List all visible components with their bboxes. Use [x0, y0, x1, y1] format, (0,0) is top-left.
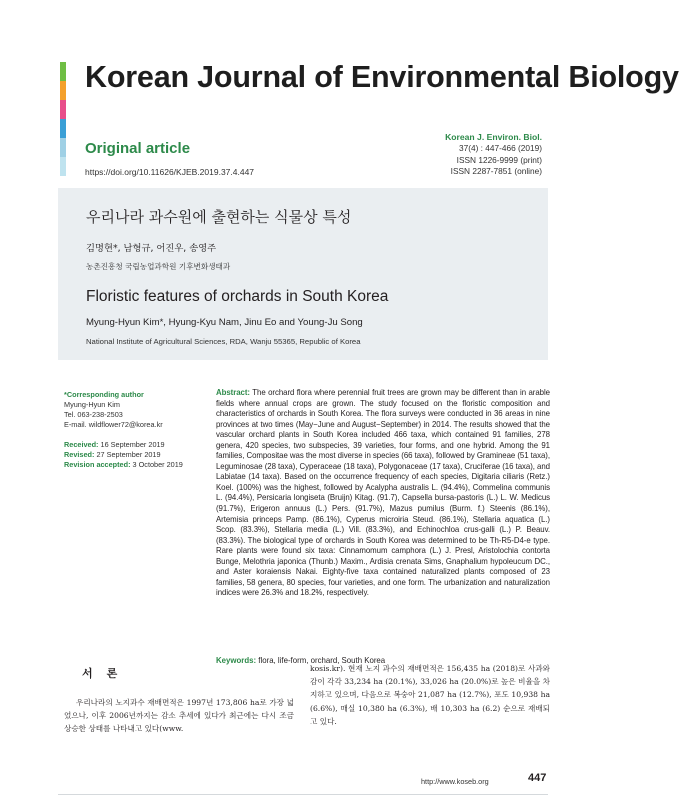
corresponding-author-email[interactable]: E-mail. wildflower72@korea.kr	[64, 420, 163, 429]
corresponding-author-label: *Corresponding author	[64, 390, 144, 399]
accepted-value: 3 October 2019	[132, 460, 183, 469]
received-label: Received:	[64, 440, 99, 449]
revised-value: 27 September 2019	[96, 450, 161, 459]
accepted-date	[64, 460, 199, 470]
footer-rule	[58, 794, 548, 795]
revised-label: Revised:	[64, 450, 95, 459]
color-segment-lightblue	[60, 138, 66, 157]
english-authors: Myung-Hyun Kim*, Hyung-Kyu Nam, Jinu Eo and Young-Ju Song	[86, 317, 363, 328]
abstract-label: Abstract:	[216, 388, 250, 397]
revised-date	[64, 450, 199, 460]
title-band	[58, 188, 548, 360]
body-text-left	[64, 696, 294, 736]
received-date	[64, 440, 199, 450]
corresponding-author-tel: Tel. 063-238-2503	[64, 410, 123, 419]
article-type: Original article	[85, 140, 191, 157]
issn-print: ISSN 1226-9999 (print)	[456, 154, 542, 165]
korean-affiliation: 농촌진흥청 국립농업과학원 기후변화생태과	[86, 262, 231, 271]
intro-left-text: 우리나라의 노지과수 재배면적은 1997년 173,806 ha로 가장 넓었으나, 이후 2006년까지는 감소 추세에 있다가 최근에는 다시 조금 상승한 상태를 나타내고 있다(www.	[64, 698, 294, 734]
color-segment-blue	[60, 119, 66, 138]
english-affiliation: National Institute of Agricultural Sciences, RDA, Wanju 55365, Republic of Korea	[86, 337, 361, 346]
color-segment-green	[60, 62, 66, 81]
volume-info: 37(4) : 447-466 (2019)	[458, 143, 542, 154]
corresponding-author-name: Myung-Hyun Kim	[64, 400, 120, 409]
journal-abbreviation: Korean J. Environ. Biol.	[445, 132, 542, 142]
introduction-heading: 서론	[82, 667, 132, 680]
color-segment-orange	[60, 81, 66, 100]
keywords-text: flora, life-form, orchard, South Korea	[258, 656, 386, 665]
page-number: 447	[528, 772, 547, 784]
keywords-label: Keywords:	[216, 656, 257, 665]
journal-meta	[445, 132, 542, 178]
korean-authors: 김명현*, 남형규, 어진우, 송영주	[86, 243, 217, 254]
abstract-text: The orchard flora where perennial fruit trees are grown may be different than in arable fields where annual crops are grown. The study focused on the floristic composition and characteristics of orchards in South Korea. The flora surveys were conducted in 36 areas in nine provinces at two times (May−June and August−September) in 2014. The results showed that the vascular orchard plants in South Korea included 466 taxa, which contained 91 families, 278 genera, 420 species, two subspecies, 39 varieties, four forms, and one hybrid. Among the 91 families, Compositae was the most diverse in species (66 taxa), followed by Gramineae (51 taxa), Leguminosae (28 taxa), Cyperaceae (18 taxa), Polygonaceae (17 taxa), Cruciferae (16 taxa), and Labiatae (14 taxa). Based on the occurrence frequency of each species, Digitaria ciliaris (Retz.) Koel. (100%) was the highest, followed by Acalypha australis L. (94.4%), Commelina communis L. (94.4%), Persicaria longiseta (Bruijn) Kitag. (91.7), Capsella bursa-pastoris (L.) L. W. Medicus (91.7%), Erigeron annuus (L.) Pers. (91.7%), Mazus pumilus (Burm. f.) Steenis (86.1%), Artemisia princeps Pamp. (86.1%), Cyperus microiria Steud. (86.1%), Stellaria aquatica (L.) Scop. (83.3%), Stellaria media (L.) Vill. (83.3%), and Echinochloa crus-galli (L.) P. Beauv. (83.3%). The biological type of orchards in South Korea was determined to be Th-R5-D4-e type. Rare plants were found six taxa: Cinnamomum camphora (L.) J. Presl, Aristolochia contorta Bunge, Melothria japonica (Thunb.) Maxim., Ardisia crenata Sims, Gnaphalium hypoleucum DC., and Aster koraiensis Nakai. Eighty-five taxa contained naturalized plants composed of 23 families, 58 genera, 80 species, four varieties, and one form. The urbanization and naturalization indices were 26.3% and 18.2%, respectively.	[216, 388, 550, 598]
journal-color-bar	[60, 62, 66, 176]
received-value: 16 September 2019	[100, 440, 165, 449]
issn-online: ISSN 2287-7851 (online)	[450, 166, 542, 177]
abstract	[216, 388, 550, 599]
body-text-right: kosis.kr). 현재 노지 과수의 재배면적은 156,435 ha (2018)로 사과와 감이 각각 33,234 ha (20.1%), 33,026 ha (20.0%)로 높은 비율을 차지하고 있으며, 다음으로 복숭아 21,087 ha (12.7%), 포도 10,938 ha (6.6%), 매실 10,380 ha (6.3%), 배 10,303 ha (6.2) 순으로 재배되고 있다.	[310, 664, 550, 726]
korean-title: 우리나라 과수원에 출현하는 식물상 특성	[86, 208, 352, 226]
journal-title: Korean Journal of Environmental Biology	[85, 60, 679, 94]
footer-url[interactable]: http://www.koseb.org	[421, 777, 489, 786]
english-title: Floristic features of orchards in South Korea	[86, 288, 389, 305]
color-segment-pink	[60, 100, 66, 119]
doi-link[interactable]: https://doi.org/10.11626/KJEB.2019.37.4.447	[85, 167, 255, 177]
color-segment-paleblue	[60, 157, 66, 176]
accepted-label: Revision accepted:	[64, 460, 131, 469]
correspondence-block	[64, 390, 199, 470]
